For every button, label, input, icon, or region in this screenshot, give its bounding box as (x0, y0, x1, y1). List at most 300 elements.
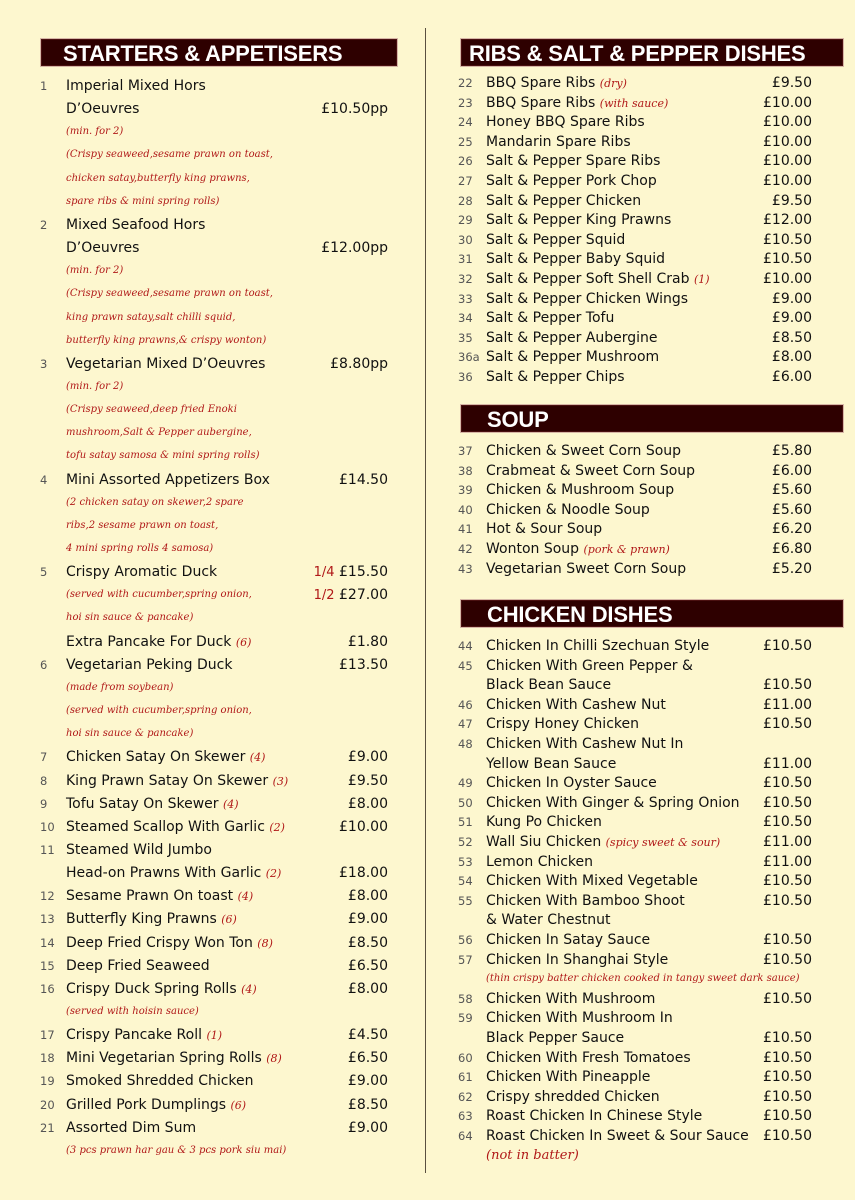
item-name-text: Salt & Pepper Tofu (486, 310, 615, 327)
price-value: £11.00 (763, 853, 812, 870)
item-description: (min. for 2) (66, 265, 124, 277)
item-number: 38 (458, 463, 473, 478)
menu-item-row (0, 354, 425, 374)
menu-item-row (0, 840, 425, 860)
item-number: 51 (458, 815, 473, 830)
item-description: (thin crispy batter chicken cooked in tangy sweet dark sauce) (486, 973, 800, 985)
item-number: 49 (458, 776, 473, 791)
item-name-text: Steamed Wild Jumbo (66, 841, 212, 858)
item-name (66, 771, 288, 792)
item-quantity-note: (3) (272, 774, 289, 788)
price-value: £10.00 (763, 153, 812, 170)
menu-item-row (428, 132, 855, 152)
menu-item-row (428, 249, 855, 269)
item-price (763, 1067, 812, 1087)
menu-item-row (0, 585, 425, 605)
price-value: £10.50 (763, 1030, 812, 1046)
item-description: (min. for 2) (66, 126, 124, 138)
item-name-text: Roast Chicken In Chinese Style (486, 1108, 703, 1125)
item-number: 14 (40, 935, 55, 950)
menu-item-row (428, 93, 855, 113)
item-name (486, 734, 683, 754)
price-value: £6.20 (771, 521, 812, 538)
item-name-text: Mini Assorted Appetizers Box (66, 471, 270, 488)
price-value: £6.00 (771, 369, 812, 385)
portion-size: 1/4 (313, 565, 335, 581)
item-price (763, 1126, 812, 1146)
menu-item-row (0, 863, 425, 883)
price-value: £6.00 (771, 462, 812, 479)
menu-item-row (428, 832, 855, 852)
item-name-text: Chicken & Noodle Soup (486, 501, 650, 518)
item-name-text: Tofu Satay On Skewer (66, 795, 219, 812)
item-price (348, 632, 388, 652)
item-price (763, 1106, 812, 1126)
menu-item-row (428, 1126, 855, 1146)
item-number: 32 (458, 272, 473, 286)
item-price (772, 461, 812, 481)
price-value: £10.50 (763, 251, 812, 268)
item-name-text: Mixed Seafood Hors (66, 216, 206, 233)
item-name (486, 1008, 673, 1028)
item-number: 1 (40, 79, 48, 93)
item-name-text: Salt & Pepper Chicken (486, 192, 642, 209)
item-quantity-note: (spicy sweet & sour) (605, 836, 721, 849)
item-name-text: Head-on Prawns With Garlic (66, 865, 262, 882)
item-description: (served with cucumber,spring onion, (66, 589, 252, 601)
item-name-text: Wall Siu Chicken (486, 834, 602, 850)
item-name (66, 1095, 246, 1116)
item-name-text: Imperial Mixed Hors (66, 78, 206, 94)
item-price (348, 956, 388, 976)
item-name (486, 500, 650, 520)
item-description: (Crispy seaweed,deep fried Enoki (66, 404, 237, 416)
price-value: £10.50 (763, 814, 812, 831)
item-number: 41 (458, 522, 473, 537)
item-number: 16 (40, 981, 55, 996)
item-name (66, 933, 273, 954)
item-number: 36a (458, 350, 480, 365)
item-number: 43 (458, 561, 473, 576)
item-price (348, 794, 388, 814)
menu-item-row (0, 886, 425, 906)
item-number: 8 (40, 773, 48, 788)
item-number: 12 (40, 889, 55, 904)
item-number: 45 (458, 658, 473, 673)
item-number: 15 (40, 958, 55, 973)
item-name (66, 1025, 222, 1046)
item-price (772, 191, 812, 211)
item-price (763, 249, 812, 269)
item-price (763, 112, 812, 132)
item-name-text: Vegetarian Sweet Corn Soup (486, 560, 687, 577)
item-name (486, 151, 660, 171)
item-name-text: Extra Pancake For Duck (66, 633, 232, 650)
menu-item-row (428, 112, 855, 132)
price-value: £10.50 (763, 990, 812, 1007)
item-name (66, 470, 270, 490)
item-name-text: D’Oeuvres (66, 240, 140, 257)
price-value: £8.50 (347, 934, 388, 951)
item-name-text: Mini Vegetarian Spring Rolls (66, 1050, 262, 1067)
menu-item-row (0, 238, 425, 258)
item-name (486, 656, 693, 676)
price-value: £9.50 (771, 192, 812, 209)
item-quantity-note: (dry) (599, 77, 627, 90)
item-name (486, 441, 681, 461)
item-number: 40 (458, 502, 473, 517)
price-value: £9.00 (347, 911, 388, 928)
item-number: 48 (458, 737, 473, 751)
item-name-text: Crabmeat & Sweet Corn Soup (486, 462, 696, 479)
chicken-header: CHICKEN DISHES (460, 599, 844, 628)
menu-item-row (428, 734, 855, 754)
item-name-text: Chicken With Mixed Vegetable (486, 873, 698, 890)
item-name (486, 636, 709, 656)
menu-item-row (0, 1048, 425, 1068)
menu-item-row (0, 99, 425, 119)
item-name (486, 871, 698, 891)
item-price (321, 238, 388, 258)
item-quantity-note: (2) (265, 867, 282, 881)
item-name (486, 367, 625, 387)
item-name (66, 863, 281, 884)
item-number: 23 (458, 95, 473, 110)
price-value: £12.00pp (321, 240, 388, 257)
menu-item-row (428, 1028, 855, 1048)
item-description: (min. for 2) (66, 380, 124, 392)
menu-item-row (0, 794, 425, 814)
price-value: £10.50 (763, 231, 812, 248)
item-number: 28 (458, 193, 473, 208)
price-value: £9.50 (771, 75, 812, 91)
item-name-text: Salt & Pepper Squid (486, 231, 626, 248)
price-value: £10.50pp (321, 101, 388, 118)
column-divider (425, 28, 426, 1173)
item-name (66, 76, 206, 96)
menu-item-row (428, 519, 855, 539)
menu-item-row (428, 871, 855, 891)
menu-item-row (428, 171, 855, 191)
price-value: £11.00 (763, 696, 812, 713)
item-number: 3 (40, 356, 48, 371)
item-name (486, 891, 685, 911)
item-name (486, 832, 720, 853)
item-number: 36 (458, 370, 473, 384)
item-name-text: Salt & Pepper Pork Chop (486, 173, 657, 189)
starters-header: STARTERS & APPETISERS (40, 38, 398, 67)
menu-item-row (0, 562, 425, 582)
item-name (66, 1071, 254, 1091)
item-name-text: Salt & Pepper Baby Squid (486, 251, 666, 268)
menu-item-row (428, 210, 855, 230)
item-name (66, 1048, 282, 1069)
price-value: £10.50 (763, 716, 812, 733)
item-number: 52 (458, 835, 473, 849)
item-number: 35 (458, 330, 473, 345)
menu-item-row (428, 461, 855, 481)
item-number: 57 (458, 952, 473, 967)
price-value: £9.00 (771, 290, 812, 307)
item-description: (3 pcs prawn har gau & 3 pcs pork siu mai) (66, 1144, 287, 1156)
menu-item-row (428, 1008, 855, 1028)
price-value: £15.50 (339, 564, 388, 581)
item-price (763, 1028, 812, 1048)
price-value: £1.80 (347, 633, 388, 650)
item-price (772, 500, 812, 520)
item-name-text: D’Oeuvres (66, 101, 140, 118)
price-value: £10.50 (763, 1049, 812, 1066)
item-name-text: Salt & Pepper Mushroom (486, 349, 660, 366)
menu-item-row (428, 367, 855, 387)
item-quantity-note: (4) (237, 890, 254, 904)
item-price (348, 1025, 388, 1045)
item-name (486, 754, 616, 774)
item-price (772, 308, 812, 328)
item-price (763, 891, 812, 911)
item-name-text: Chicken With Ginger & Spring Onion (486, 794, 740, 811)
item-number: 64 (458, 1129, 473, 1143)
menu-item-row (428, 891, 855, 911)
item-name-text: Smoked Shredded Chicken (66, 1073, 254, 1090)
item-name (486, 269, 710, 290)
item-name (486, 519, 602, 539)
item-quantity-note: (6) (235, 635, 252, 649)
item-name-text: Wonton Soup (486, 541, 580, 557)
item-name-text: BBQ Spare Ribs (486, 94, 596, 111)
item-price (763, 230, 812, 250)
item-quantity-note: (4) (222, 797, 239, 811)
price-value: £10.50 (763, 951, 812, 968)
item-name-text: Grilled Pork Dumplings (66, 1096, 227, 1113)
item-quantity-note: (6) (230, 1098, 247, 1112)
menu-item-row (428, 793, 855, 813)
item-name (486, 230, 625, 250)
item-name (66, 817, 285, 838)
item-name-text: Salt & Pepper Aubergine (486, 329, 658, 346)
item-name-text: Chicken With Mushroom In (486, 1010, 673, 1027)
item-name (66, 909, 237, 930)
item-number: 42 (458, 542, 473, 556)
price-value: £9.50 (347, 772, 388, 789)
price-value: £10.00 (763, 133, 812, 150)
price-value: £10.00 (763, 271, 812, 287)
item-name (66, 562, 217, 582)
menu-item-row (428, 989, 855, 1009)
item-description: king prawn satay,salt chilli squid, (66, 311, 236, 323)
item-name (486, 191, 641, 211)
item-description: (served with hoisin sauce) (66, 1006, 199, 1017)
menu-item-row (428, 151, 855, 171)
item-name-text: Chicken In Chilli Szechuan Style (486, 638, 710, 654)
menu-item-row (0, 817, 425, 837)
item-description: (Crispy seaweed,sesame prawn on toast, (66, 149, 273, 161)
menu-item-row (428, 328, 855, 348)
item-price (763, 871, 812, 891)
item-name (66, 215, 205, 235)
price-value: £5.60 (771, 482, 812, 499)
item-name-text: Honey BBQ Spare Ribs (486, 114, 645, 131)
menu-item-row (0, 956, 425, 976)
item-name-text: Yellow Bean Sauce (486, 755, 617, 772)
item-price (339, 817, 388, 837)
price-value: £11.00 (763, 755, 812, 772)
item-name-text: Black Bean Sauce (486, 677, 612, 694)
item-name (486, 989, 655, 1009)
item-name (486, 1028, 624, 1048)
item-price (763, 269, 812, 289)
menu-item-row (428, 950, 855, 970)
price-value: £10.50 (763, 1108, 812, 1125)
item-description: ribs,2 sesame prawn on toast, (66, 519, 219, 531)
item-name-text: Assorted Dim Sum (66, 1119, 197, 1136)
item-name-text: Chicken Satay On Skewer (66, 749, 246, 766)
item-name-text: Chicken & Mushroom Soup (486, 482, 675, 499)
item-description: (not in batter) (486, 1147, 579, 1163)
item-name (486, 73, 627, 94)
item-name (486, 210, 671, 230)
item-description: tofu satay samosa & mini spring rolls) (66, 450, 260, 462)
item-name (486, 93, 668, 114)
price-value: £8.50 (347, 1096, 388, 1113)
price-value: £27.00 (339, 587, 388, 604)
item-name-text: Chicken With Pineapple (486, 1069, 651, 1086)
menu-item-row (428, 441, 855, 461)
item-number: 26 (458, 154, 473, 169)
item-price (763, 636, 812, 656)
item-number: 25 (458, 134, 473, 149)
item-number: 58 (458, 991, 473, 1006)
item-price (314, 562, 388, 583)
portion-size: 1/2 (313, 588, 335, 604)
menu-item-row (428, 1067, 855, 1087)
item-number: 63 (458, 1109, 473, 1124)
item-number: 50 (458, 795, 473, 810)
item-price (772, 367, 812, 387)
item-name (486, 812, 602, 832)
item-name-text: BBQ Spare Ribs (486, 75, 596, 91)
item-name (486, 930, 650, 950)
item-name-text: Chicken & Sweet Corn Soup (486, 443, 682, 459)
item-price (763, 132, 812, 152)
menu-item-row (0, 76, 425, 96)
item-price (772, 441, 812, 461)
item-number: 21 (40, 1120, 55, 1135)
item-price (348, 886, 388, 906)
item-name-text: Lemon Chicken (486, 853, 594, 870)
price-value: £10.50 (763, 794, 812, 811)
price-value: £10.50 (763, 1069, 812, 1086)
item-name (486, 112, 645, 132)
menu-item-row (0, 655, 425, 675)
item-price (348, 747, 388, 767)
item-price (763, 773, 812, 793)
item-number: 60 (458, 1050, 473, 1065)
item-number: 53 (458, 854, 473, 869)
item-name-text: Mandarin Spare Ribs (486, 133, 631, 150)
item-quantity-note: (1) (693, 273, 710, 286)
item-quantity-note: (with sauce) (599, 96, 669, 110)
item-number: 13 (40, 912, 55, 927)
item-description: hoi sin sauce & pancake) (66, 728, 194, 740)
price-value: £9.00 (347, 749, 388, 766)
menu-item-row (428, 675, 855, 695)
item-price (763, 714, 812, 734)
item-description: (made from soybean) (66, 681, 174, 693)
item-name-text: Crispy Honey Chicken (486, 716, 639, 733)
item-description: butterfly king prawns,& crispy wonton) (66, 334, 267, 346)
item-number: 7 (40, 750, 48, 765)
item-name (486, 773, 657, 793)
price-value: £10.50 (763, 892, 812, 909)
menu-item-row (428, 73, 855, 93)
item-name (486, 1067, 650, 1087)
item-price (348, 933, 388, 953)
price-value: £9.00 (347, 1073, 388, 1090)
item-number: 47 (458, 717, 473, 732)
menu-item-row (0, 1095, 425, 1115)
menu-item-row (428, 269, 855, 289)
item-name (486, 559, 686, 579)
item-name (486, 461, 695, 481)
price-value: £5.20 (771, 560, 812, 577)
menu-item-row (428, 500, 855, 520)
item-quantity-note: (8) (266, 1052, 282, 1066)
menu-item-row (428, 230, 855, 250)
item-price (772, 73, 812, 93)
item-price (348, 909, 388, 929)
item-name-text: Chicken With Green Pepper & (486, 657, 693, 674)
item-name-text: Salt & Pepper King Prawns (486, 212, 672, 229)
item-price (772, 519, 812, 539)
item-name (486, 695, 666, 715)
price-value: £8.50 (771, 329, 812, 346)
item-name (66, 747, 265, 768)
item-number: 5 (40, 565, 48, 580)
price-value: £10.50 (763, 873, 812, 890)
item-price (348, 771, 388, 791)
menu-item-row (428, 191, 855, 211)
item-number: 56 (458, 933, 473, 947)
price-value: £8.80pp (330, 355, 388, 372)
price-value: £10.50 (763, 932, 812, 948)
menu-item-row (0, 1025, 425, 1045)
item-number: 10 (40, 819, 55, 834)
menu-item-row (428, 308, 855, 328)
item-price (339, 470, 388, 490)
menu-item-row (428, 289, 855, 309)
menu-item-row (0, 470, 425, 490)
menu-item-row (428, 1048, 855, 1068)
price-value: £9.00 (771, 310, 812, 327)
price-value: £8.00 (347, 795, 388, 812)
item-description: (2 chicken satay on skewer,2 spare (66, 496, 244, 508)
item-name-text: Chicken In Satay Sauce (486, 932, 651, 948)
item-name-text: Chicken With Cashew Nut (486, 696, 666, 713)
item-number: 61 (458, 1070, 473, 1085)
item-description: hoi sin sauce & pancake) (66, 612, 194, 624)
item-name (66, 238, 139, 258)
item-price (763, 930, 812, 950)
item-price (763, 1087, 812, 1107)
price-value: £8.00 (771, 349, 812, 366)
item-price (763, 793, 812, 813)
menu-item-row (428, 930, 855, 950)
item-price (348, 1095, 388, 1115)
price-value: £6.80 (771, 541, 812, 557)
item-name-text: Chicken With Mushroom (486, 990, 656, 1007)
item-number: 22 (458, 76, 473, 90)
